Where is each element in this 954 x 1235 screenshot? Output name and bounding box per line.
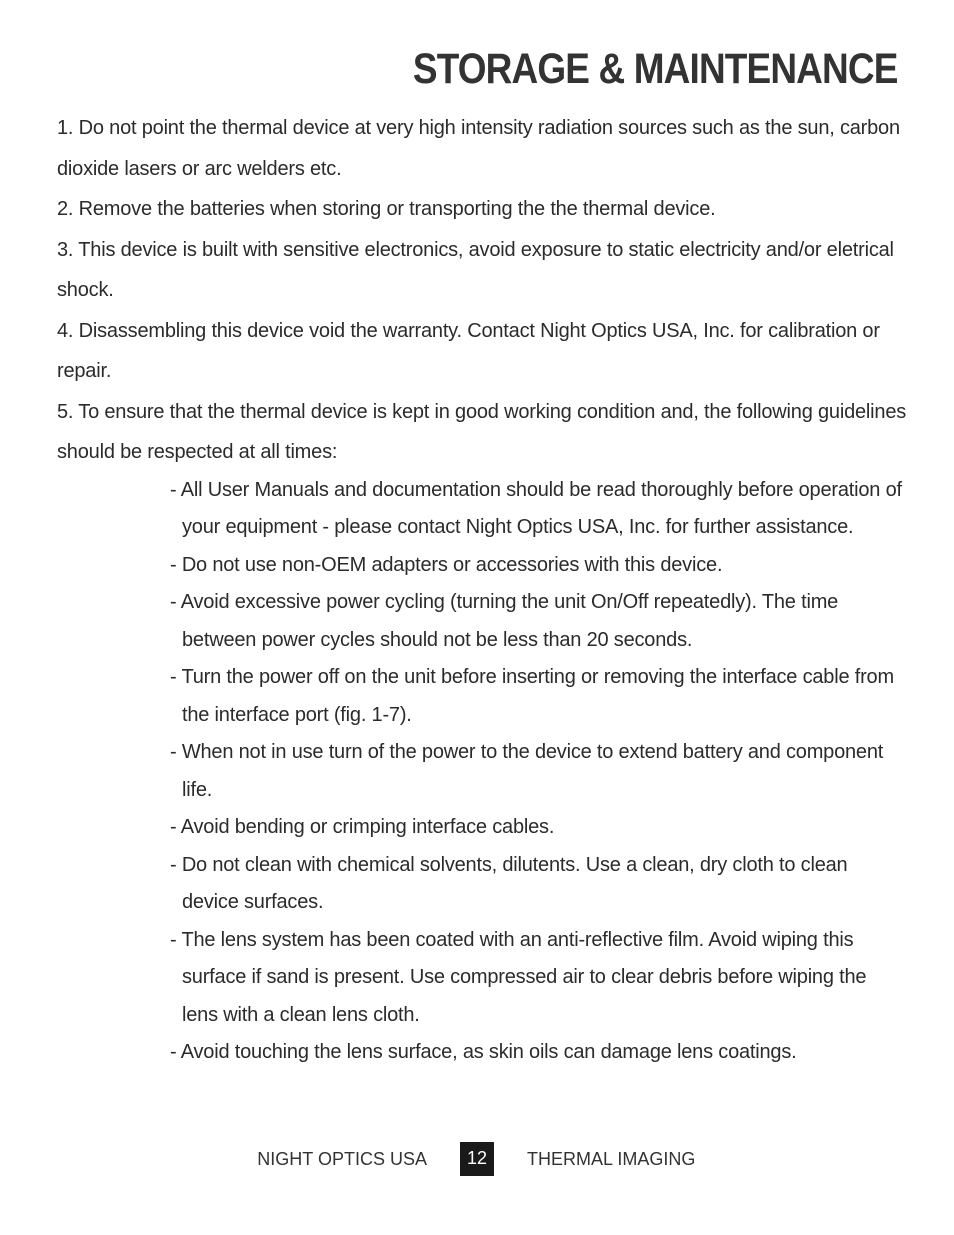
page-content	[57, 108, 907, 1072]
footer-section: THERMAL IMAGING	[527, 1149, 696, 1169]
guideline-item: - When not in use turn of the power to the device to extend battery and component life.	[170, 741, 884, 801]
instruction-item: 3. This device is built with sensitive electronics, avoid exposure to static electricity and/or eletrical shock.	[57, 238, 894, 301]
guideline-list	[170, 472, 902, 1072]
guideline-item: - Avoid bending or crimping interface cables.	[170, 816, 555, 838]
guideline-item: - Do not clean with chemical solvents, dilutents. Use a clean, dry cloth to clean device surfaces.	[170, 853, 848, 913]
instruction-list	[57, 108, 907, 473]
guideline-item: - The lens system has been coated with an anti-reflective film. Avoid wiping this surface if sand is present. Use compressed air to clear debris before wiping the lens with a clean lens cloth.	[170, 928, 867, 1026]
guideline-item: - Avoid excessive power cycling (turning the unit On/Off repeatedly). The time between power cycles should not be less than 20 seconds.	[170, 591, 839, 651]
guideline-item: - Avoid touching the lens surface, as skin oils can damage lens coatings.	[170, 1041, 797, 1063]
footer-brand: NIGHT OPTICS USA	[257, 1149, 427, 1169]
instruction-item: 5. To ensure that the thermal device is kept in good working condition and, the following guidelines should be respected at all times:	[57, 400, 907, 463]
guideline-item: - All User Manuals and documentation should be read thoroughly before operation of your equipment - please contact Night Optics USA, Inc. for further assistance.	[170, 478, 902, 538]
page-title: STORAGE & MAINTENANCE	[413, 45, 898, 93]
page-number: 12	[460, 1142, 494, 1176]
guideline-item: - Turn the power off on the unit before inserting or removing the interface cable from the interface port (fig. 1-7).	[170, 666, 894, 726]
instruction-item: 1. Do not point the thermal device at very high intensity radiation sources such as the sun, carbon dioxide lasers or arc welders etc.	[57, 117, 900, 180]
page-footer	[0, 1142, 954, 1176]
instruction-item: 2. Remove the batteries when storing or transporting the the thermal device.	[57, 198, 716, 220]
instruction-item: 4. Disassembling this device void the warranty. Contact Night Optics USA, Inc. for calibration or repair.	[57, 319, 880, 382]
guideline-item: - Do not use non-OEM adapters or accessories with this device.	[170, 553, 723, 576]
